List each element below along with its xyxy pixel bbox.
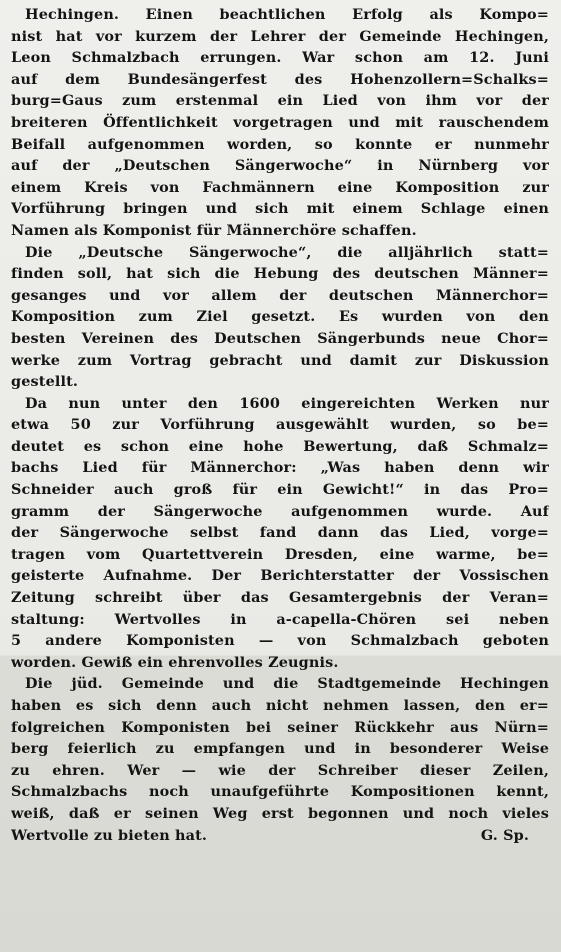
text-line: Beifall aufgenommen worden, so konnte er nunmehr <box>11 135 549 153</box>
article-closing-line <box>11 825 549 847</box>
text-line: Schmalzbachs noch unaufgeführte Kompositionen kennt, <box>11 783 549 801</box>
author-signature: G. Sp. <box>480 826 529 844</box>
text-line: folgreichen Komponisten bei seiner Rückkehr aus Nürn= <box>11 718 549 736</box>
text-line: bachs Lied für Männerchor: „Was haben denn wir <box>11 459 549 477</box>
text-line: Die „Deutsche Sängerwoche“, die alljährlich statt= <box>25 243 549 261</box>
text-line: Komposition zum Ziel gesetzt. Es wurden von den <box>11 308 549 326</box>
text-line: staltung: Wertvolles in a-capella-Chören sei neben <box>11 610 549 628</box>
text-line: berg feierlich zu empfangen und in besonderer Weise <box>11 740 549 758</box>
text-line: breiteren Öffentlichkeit vorgetragen und mit rauschendem <box>11 113 549 131</box>
text-line: Zeitung schreibt über das Gesamtergebnis der Veran= <box>11 589 549 607</box>
text-line: auf dem Bundesängerfest des Hohenzollern=Schalks= <box>11 70 549 88</box>
text-line: nist hat vor kurzem der Lehrer der Gemeinde Hechingen, <box>11 27 549 45</box>
text-line: Schneider auch groß für ein Gewicht!“ in das Pro= <box>11 481 549 499</box>
text-line: Namen als Komponist für Männerchöre schaffen. <box>11 221 417 239</box>
text-line: weiß, daß er seinen Weg erst begonnen und noch vieles <box>11 804 549 822</box>
text-line: finden soll, hat sich die Hebung des deutschen Männer= <box>11 265 549 283</box>
text-line: der Sängerwoche selbst fand dann das Lied, vorge= <box>11 524 549 542</box>
text-line: Die jüd. Gemeinde und die Stadtgemeinde Hechingen <box>25 675 549 693</box>
text-line: 5 andere Komponisten — von Schmalzbach geboten <box>11 632 549 650</box>
text-line: einem Kreis von Fachmännern eine Komposition zur <box>11 178 549 196</box>
text-line: gesanges und vor allem der deutschen Männerchor= <box>11 286 549 304</box>
text-line: Vorführung bringen und sich mit einem Schlage einen <box>11 200 549 218</box>
text-line: auf der „Deutschen Sängerwoche“ in Nürnberg vor <box>11 157 549 175</box>
text-line: Leon Schmalzbach errungen. War schon am 12. Juni <box>11 49 549 67</box>
text-line: deutet es schon eine hohe Bewertung, daß Schmalz= <box>11 437 549 455</box>
text-line: geisterte Aufnahme. Der Berichterstatter der Vossischen <box>11 567 549 585</box>
text-line: Da nun unter den 1600 eingereichten Werken nur <box>25 394 549 412</box>
closing-text: Wertvolle zu bieten hat. <box>11 826 208 844</box>
text-line: zu ehren. Wer — wie der Schreiber dieser Zeilen, <box>11 761 549 779</box>
text-line: tragen vom Quartettverein Dresden, eine warme, be= <box>11 545 549 563</box>
article-body <box>11 4 549 825</box>
text-line: werke zum Vortrag gebracht und damit zur Diskussion <box>11 351 549 369</box>
text-line: gramm der Sängerwoche aufgenommen wurde. Auf <box>11 502 549 520</box>
text-line: worden. Gewiß ein ehrenvolles Zeugnis. <box>11 653 339 671</box>
text-line: Hechingen. Einen beachtlichen Erfolg als Kompo= <box>25 6 549 23</box>
text-line: burg=Gaus zum erstenmal ein Lied von ihm vor der <box>11 92 549 110</box>
text-line: haben es sich denn auch nicht nehmen lassen, den er= <box>11 697 549 714</box>
text-line: besten Vereinen des Deutschen Sängerbunds neue Chor= <box>11 329 549 347</box>
text-line: etwa 50 zur Vorführung ausgewählt wurden, so be= <box>11 416 549 434</box>
text-line: gestellt. <box>11 373 79 391</box>
